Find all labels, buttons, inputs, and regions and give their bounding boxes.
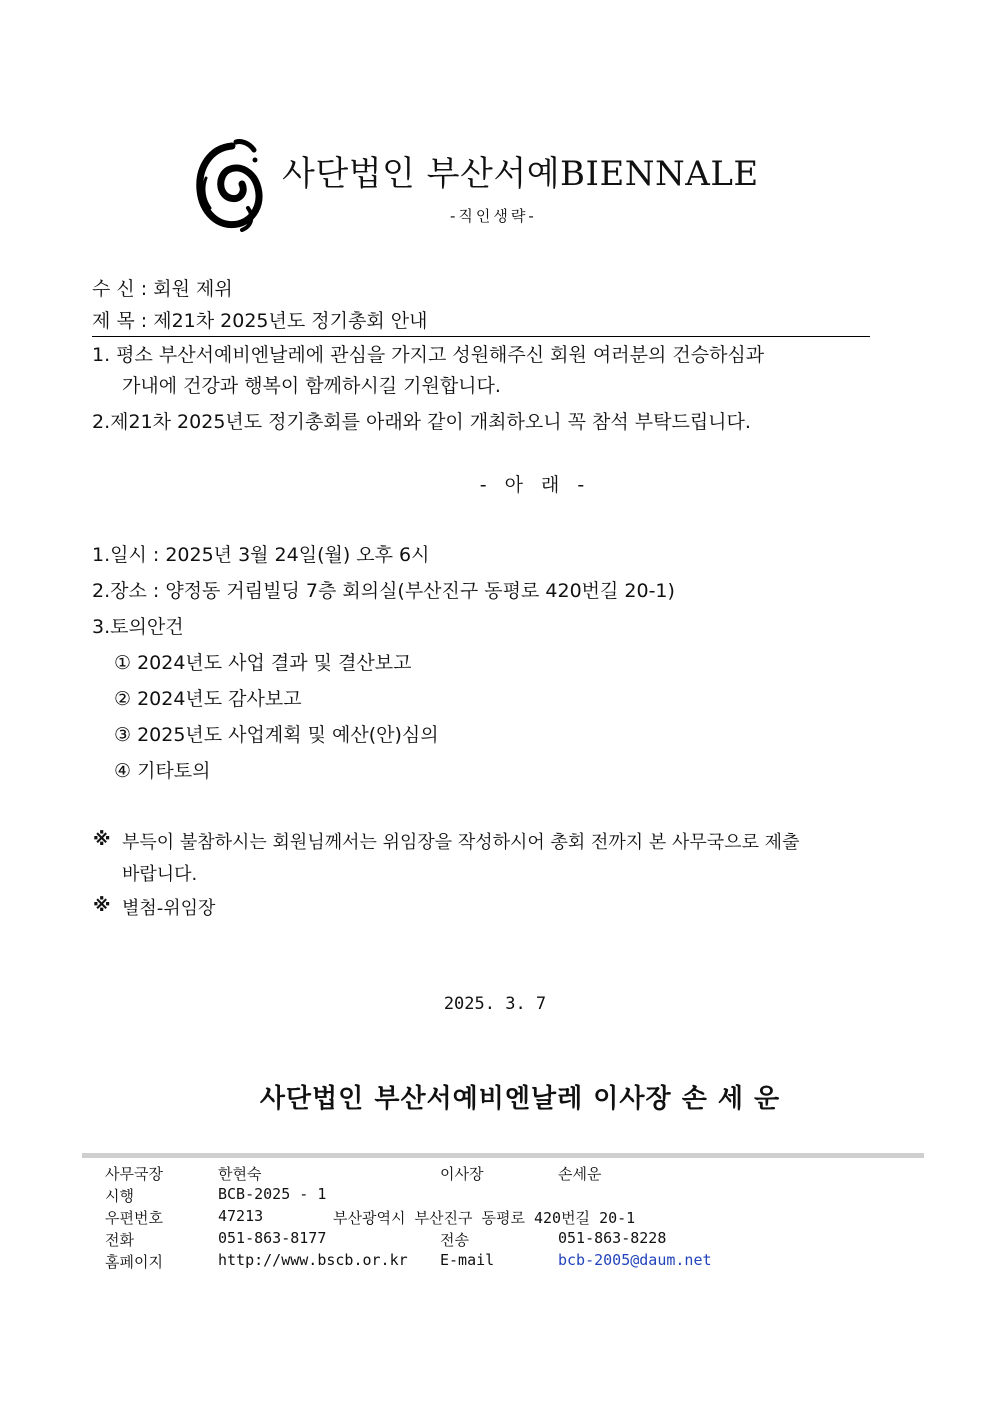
- enforcement-label: 시행: [105, 1187, 134, 1205]
- phone-number: 051-863-8177: [218, 1229, 327, 1247]
- email-link[interactable]: bcb-2005@daum.net: [558, 1251, 712, 1269]
- chairman-label: 이사장: [440, 1165, 484, 1183]
- seal-omitted-note: -직인생략-: [450, 207, 537, 225]
- agenda-item: ① 2024년도 사업 결과 및 결산보고: [114, 652, 412, 674]
- brush-circle-logo: [192, 138, 266, 234]
- section-heading: - 아 래 -: [479, 474, 591, 496]
- office-address: 부산광역시 부산진구 동평로 420번길 20-1: [333, 1209, 636, 1227]
- chairman-name: 손세운: [558, 1165, 602, 1183]
- subject-line: 제 목 : 제21차 2025년도 정기총회 안내: [92, 310, 428, 332]
- meeting-datetime: 1.일시 : 2025년 3월 24일(월) 오후 6시: [92, 544, 430, 566]
- postal-code: 47213: [218, 1207, 264, 1225]
- note-mark-icon: ※: [93, 895, 111, 916]
- fax-label: 전송: [440, 1231, 469, 1249]
- office-manager-label: 사무국장: [105, 1165, 163, 1183]
- note-mark-icon: ※: [93, 829, 111, 850]
- organization-title: 사단법인 부산서예BIENNALE: [282, 154, 759, 194]
- agenda-item: ④ 기타토의: [114, 760, 211, 782]
- footer-divider: [82, 1153, 924, 1158]
- meeting-place: 2.장소 : 양정동 거림빌딩 7층 회의실(부산진구 동평로 420번길 20-1): [92, 580, 675, 602]
- phone-label: 전화: [105, 1231, 134, 1249]
- signature-line: 사단법인 부산서예비엔날레 이사장 손 세 운: [259, 1084, 781, 1114]
- postal-label: 우편번호: [105, 1209, 163, 1227]
- office-manager-name: 한현숙: [218, 1165, 262, 1183]
- fax-number: 051-863-8228: [558, 1229, 667, 1247]
- enforcement-number: BCB-2025 - 1: [218, 1185, 327, 1203]
- recipient-line: 수 신 : 회원 제위: [92, 278, 233, 300]
- paragraph-2: 2.제21차 2025년도 정기총회를 아래와 같이 개최하오니 꼭 참석 부탁드립니다.: [92, 411, 751, 433]
- paragraph-1-line-2: 가내에 건강과 행복이 함께하시길 기원합니다.: [122, 375, 501, 397]
- agenda-item: ③ 2025년도 사업계획 및 예산(안)심의: [114, 724, 439, 746]
- absence-note-line-2: 바랍니다.: [122, 864, 198, 885]
- paragraph-1-line-1: 1. 평소 부산서예비엔날레에 관심을 가지고 성원해주신 회원 여러분의 건승하심과: [92, 344, 765, 366]
- agenda-item: ② 2024년도 감사보고: [114, 688, 302, 710]
- agenda-title: 3.토의안건: [92, 616, 184, 638]
- homepage-label: 홈페이지: [105, 1253, 163, 1271]
- email-label: E-mail: [440, 1251, 495, 1269]
- document-date: 2025. 3. 7: [443, 994, 547, 1014]
- attachment-note: 별첨-위임장: [122, 898, 216, 919]
- subject-underline: [92, 336, 870, 337]
- absence-note-line-1: 부득이 불참하시는 회원님께서는 위임장을 작성하시어 총회 전까지 본 사무국으로 제출: [122, 832, 800, 853]
- homepage-link[interactable]: http://www.bscb.or.kr: [218, 1251, 408, 1269]
